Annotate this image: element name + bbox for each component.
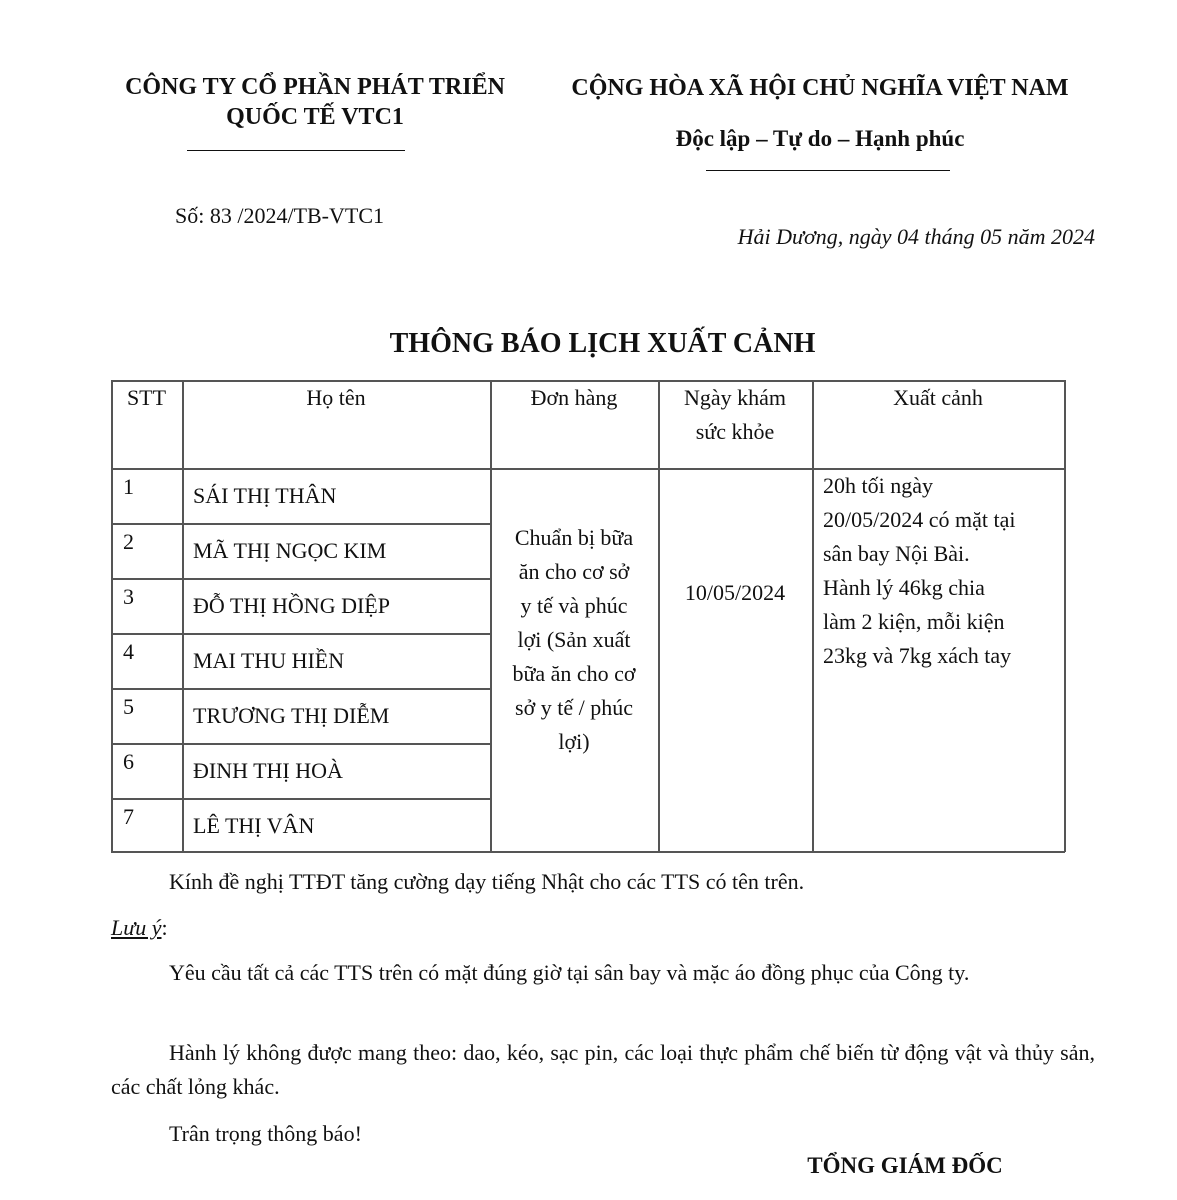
request-paragraph: Kính đề nghị TTĐT tăng cường dạy tiếng Nhật cho các TTS có tên trên.: [169, 869, 805, 894]
national-motto: Độc lập – Tự do – Hạnh phúc: [675, 126, 965, 151]
exit-line: Hành lý 46kg chia: [823, 575, 985, 600]
order-description: [491, 521, 657, 759]
row-divider: [111, 523, 490, 525]
order-line: bữa ăn cho cơ: [512, 661, 636, 686]
column-header-stt: STT: [126, 385, 167, 410]
row-stt: 2: [123, 529, 134, 554]
company-name: [100, 72, 530, 132]
row-divider: [111, 688, 490, 690]
exit-line: sân bay Nội Bài.: [823, 541, 970, 566]
company-name-line2: QUỐC TẾ VTC1: [226, 104, 404, 130]
exit-details: [823, 469, 1063, 673]
document-number: Số: 83 /2024/TB-VTC1: [175, 203, 385, 228]
row-divider: [111, 798, 490, 800]
signer-title: TỔNG GIÁM ĐỐC: [807, 1153, 1003, 1178]
motto-divider: [706, 170, 950, 171]
table-border-left: [111, 380, 113, 852]
col-divider: [658, 380, 660, 852]
row-stt: 7: [123, 804, 134, 829]
row-stt: 5: [123, 694, 134, 719]
order-line: lợi): [558, 729, 590, 754]
col-divider: [182, 380, 184, 852]
column-header-health-check-line1: Ngày khám: [683, 385, 787, 410]
exit-line: làm 2 kiện, mỗi kiện: [823, 609, 1005, 634]
health-check-date: 10/05/2024: [684, 580, 786, 605]
col-divider: [812, 380, 814, 852]
nation-title: CỘNG HÒA XÃ HỘI CHỦ NGHĨA VIỆT NAM: [571, 75, 1069, 101]
row-divider: [111, 743, 490, 745]
document-title: THÔNG BÁO LỊCH XUẤT CẢNH: [389, 328, 816, 359]
note-heading: [111, 911, 1095, 945]
row-stt: 6: [123, 749, 134, 774]
exit-line: 20/05/2024 có mặt tại: [823, 507, 1016, 532]
row-name: MÃ THỊ NGỌC KIM: [193, 538, 387, 563]
place-date: Hải Dương, ngày 04 tháng 05 năm 2024: [737, 224, 1095, 249]
row-stt: 1: [123, 474, 134, 499]
exit-line: 20h tối ngày: [823, 473, 933, 498]
row-divider: [111, 633, 490, 635]
company-divider: [187, 150, 405, 151]
departure-schedule-table: [111, 380, 1065, 852]
exit-line: 23kg và 7kg xách tay: [823, 643, 1012, 668]
order-line: lợi (Sản xuất: [517, 627, 631, 652]
order-line: Chuẩn bị bữa: [514, 525, 634, 550]
order-line: y tế và phúc: [520, 593, 628, 618]
note-label: Lưu ý: [111, 915, 162, 940]
closing-paragraph: Trân trọng thông báo!: [169, 1121, 362, 1146]
column-header-name: Họ tên: [306, 385, 366, 410]
column-header-exit: Xuất cảnh: [893, 385, 983, 410]
row-stt: 3: [123, 584, 134, 609]
row-name: TRƯƠNG THỊ DIỄM: [193, 703, 390, 728]
row-name: LÊ THỊ VÂN: [193, 813, 315, 838]
column-header-health-check: [658, 381, 812, 449]
column-header-health-check-line2: sức khỏe: [695, 419, 775, 444]
order-line: sở y tế / phúc: [515, 695, 633, 720]
row-stt: 4: [123, 639, 134, 664]
company-name-line1: CÔNG TY CỔ PHẦN PHÁT TRIỂN: [125, 74, 505, 100]
row-name: ĐỖ THỊ HỒNG DIỆP: [193, 593, 390, 618]
column-header-order: Đơn hàng: [530, 385, 618, 410]
table-border-right: [1064, 380, 1066, 852]
order-line: ăn cho cơ sở: [518, 559, 630, 584]
row-name: ĐINH THỊ HOÀ: [193, 758, 343, 783]
row-name: MAI THU HIỀN: [193, 648, 345, 673]
row-name: SÁI THỊ THÂN: [193, 483, 337, 508]
note-paragraph-2: Hành lý không được mang theo: dao, kéo, sạc pin, các loại thực phẩm chế biến từ động vật và thủy sản, các chất lỏng khác.: [111, 1040, 1095, 1099]
note-colon: :: [161, 915, 168, 940]
note-paragraph-1: Yêu cầu tất cả các TTS trên có mặt đúng giờ tại sân bay và mặc áo đồng phục của Công ty.: [169, 960, 970, 985]
table-border-bottom: [111, 851, 1065, 853]
row-divider: [111, 578, 490, 580]
